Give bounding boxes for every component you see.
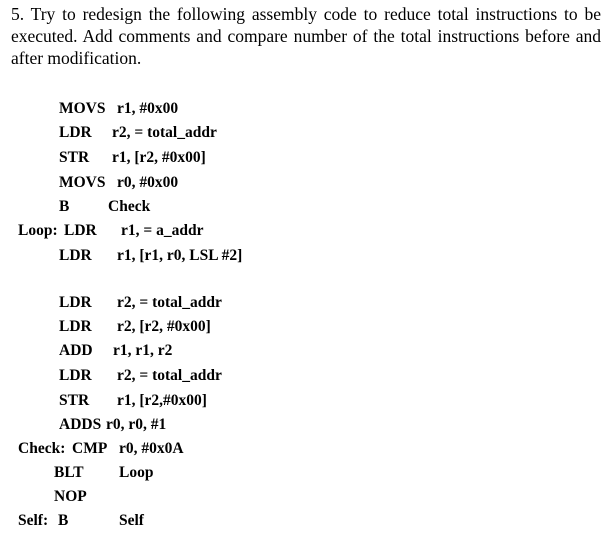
code-operands: Check: [108, 198, 151, 215]
code-operands: r1, [r1, r0, LSL #2]: [117, 247, 243, 264]
code-opcode: ADD: [59, 342, 93, 359]
question-text: 5. Try to redesign the following assembly code to reduce total instructions to be executed. Add comments and compare number of the total instructions before and after modification.: [11, 4, 601, 68]
code-line: [0, 339, 611, 363]
code-label: Check:: [18, 440, 66, 457]
code-operands: r0, r0, #1: [106, 416, 167, 433]
code-opcode: STR: [59, 149, 90, 166]
code-operands: r2, = total_addr: [117, 367, 222, 384]
code-line: [0, 461, 611, 485]
code-operands: Self: [119, 512, 144, 529]
code-opcode: LDR: [64, 222, 97, 239]
code-operands: r2, = total_addr: [112, 124, 217, 141]
code-opcode: LDR: [59, 318, 92, 335]
code-opcode: MOVS: [59, 100, 106, 117]
code-opcode: MOVS: [59, 174, 106, 191]
code-operands: r2, [r2, #0x00]: [117, 318, 211, 335]
code-label: Loop:: [18, 222, 58, 239]
code-opcode: CMP: [72, 440, 108, 457]
code-operands: r0, #0x0A: [119, 440, 184, 457]
code-line: [0, 389, 611, 413]
code-opcode: NOP: [54, 488, 87, 505]
code-line: [0, 413, 611, 437]
code-line: [0, 195, 611, 219]
code-operands: r2, = total_addr: [117, 294, 222, 311]
code-operands: Loop: [119, 464, 154, 481]
code-operands: r1, r1, r2: [113, 342, 173, 359]
code-line: [0, 437, 611, 461]
code-opcode: STR: [59, 392, 90, 409]
code-line: [0, 171, 611, 195]
code-line: [0, 121, 611, 145]
code-line: [0, 485, 611, 509]
code-operands: r1, [r2, #0x00]: [112, 149, 206, 166]
code-opcode: LDR: [59, 247, 92, 264]
code-opcode: ADDS: [59, 416, 102, 433]
code-line: [0, 146, 611, 170]
code-operands: r0, #0x00: [117, 174, 179, 191]
code-line: [0, 219, 611, 243]
code-opcode: LDR: [59, 367, 92, 384]
code-line: [0, 364, 611, 388]
code-line: [0, 509, 611, 533]
code-opcode: B: [58, 512, 69, 529]
code-operands: r1, #0x00: [117, 100, 179, 117]
code-operands: r1, = a_addr: [121, 222, 204, 239]
code-opcode: LDR: [59, 294, 92, 311]
code-opcode: LDR: [59, 124, 92, 141]
code-line: [0, 315, 611, 339]
code-opcode: BLT: [54, 464, 84, 481]
code-line: [0, 291, 611, 315]
code-line: [0, 244, 611, 268]
code-line: [0, 97, 611, 121]
code-opcode: B: [59, 198, 70, 215]
code-label: Self:: [18, 512, 49, 529]
code-operands: r1, [r2,#0x00]: [117, 392, 207, 409]
